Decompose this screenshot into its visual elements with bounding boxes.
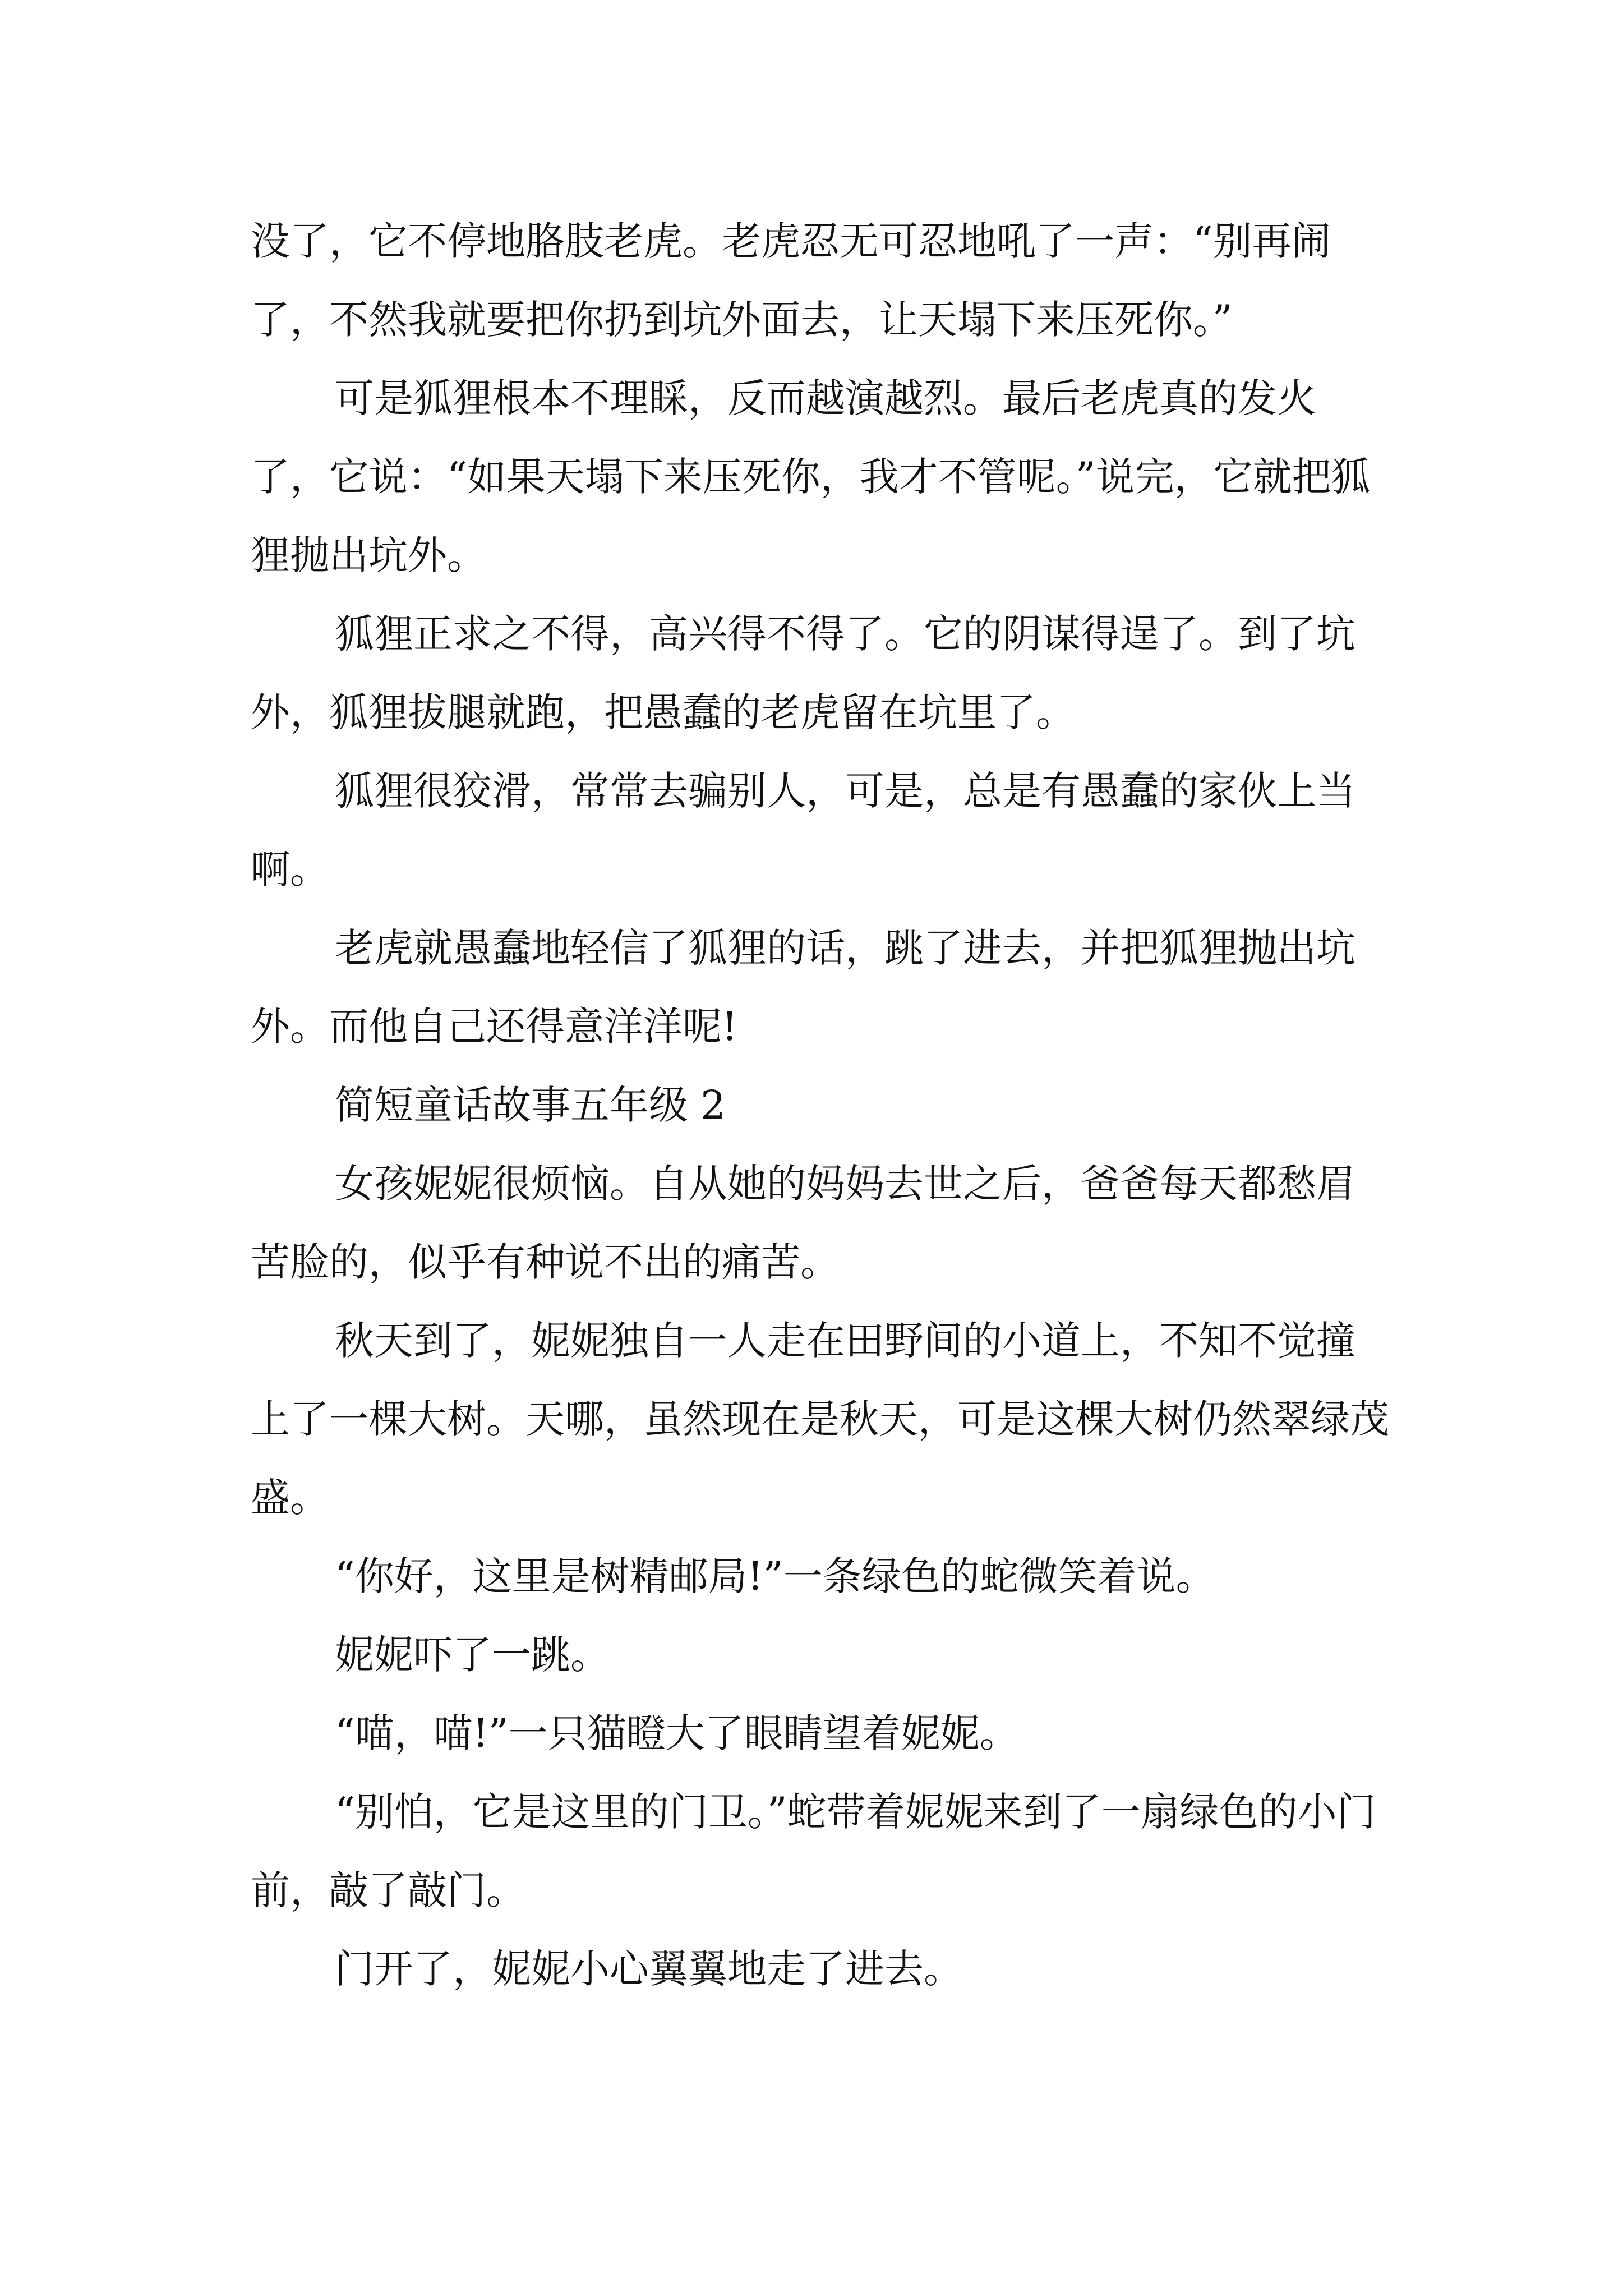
paragraph: 秋天到了，妮妮独自一人走在田野间的小道上，不知不觉撞上了一棵大树。天哪，虽然现在是秋天，可是这棵大树仍然翠绿茂盛。 — [251, 1318, 1389, 1521]
paragraph: “喵，喵!”一只猫瞪大了眼睛望着妮妮。 — [335, 1710, 1019, 1756]
paragraph: “别怕，它是这里的门卫。”蛇带着妮妮来到了一扇绿色的小门前，敲了敲门。 — [251, 1789, 1376, 1913]
paragraph: 妮妮吓了一跳。 — [335, 1632, 610, 1678]
paragraph: 老虎就愚蠢地轻信了狐狸的话，跳了进去，并把狐狸抛出坑外。而他自己还得意洋洋呢! — [251, 925, 1355, 1050]
paragraph: “你好，这里是树精邮局!”一条绿色的蛇微笑着说。 — [335, 1553, 1215, 1599]
paragraph: 狐狸很狡滑，常常去骗别人，可是，总是有愚蠢的家伙上当啊。 — [251, 768, 1355, 892]
paragraph: 可是狐狸根本不理睬，反而越演越烈。最后老虎真的发火了，它说：“如果天塌下来压死你，我才不管呢。”说完，它就把狐狸抛出坑外。 — [251, 375, 1371, 578]
paragraph: 狐狸正求之不得，高兴得不得了。它的阴谋得逞了。到了坑外，狐狸拔腿就跑，把愚蠢的老虎留在坑里了。 — [251, 611, 1355, 735]
paragraph: 女孩妮妮很烦恼。自从她的妈妈去世之后，爸爸每天都愁眉苦脸的，似乎有种说不出的痛苦。 — [251, 1161, 1355, 1285]
section-heading: 简短童话故事五年级 2 — [335, 1082, 726, 1128]
paragraph: 没了，它不停地胳肢老虎。老虎忍无可忍地吼了一声：“别再闹了，不然我就要把你扔到坑外面去，让天塌下来压死你。” — [251, 218, 1331, 343]
document-body — [251, 202, 1389, 2008]
paragraph: 门开了，妮妮小心翼翼地走了进去。 — [335, 1946, 963, 1992]
